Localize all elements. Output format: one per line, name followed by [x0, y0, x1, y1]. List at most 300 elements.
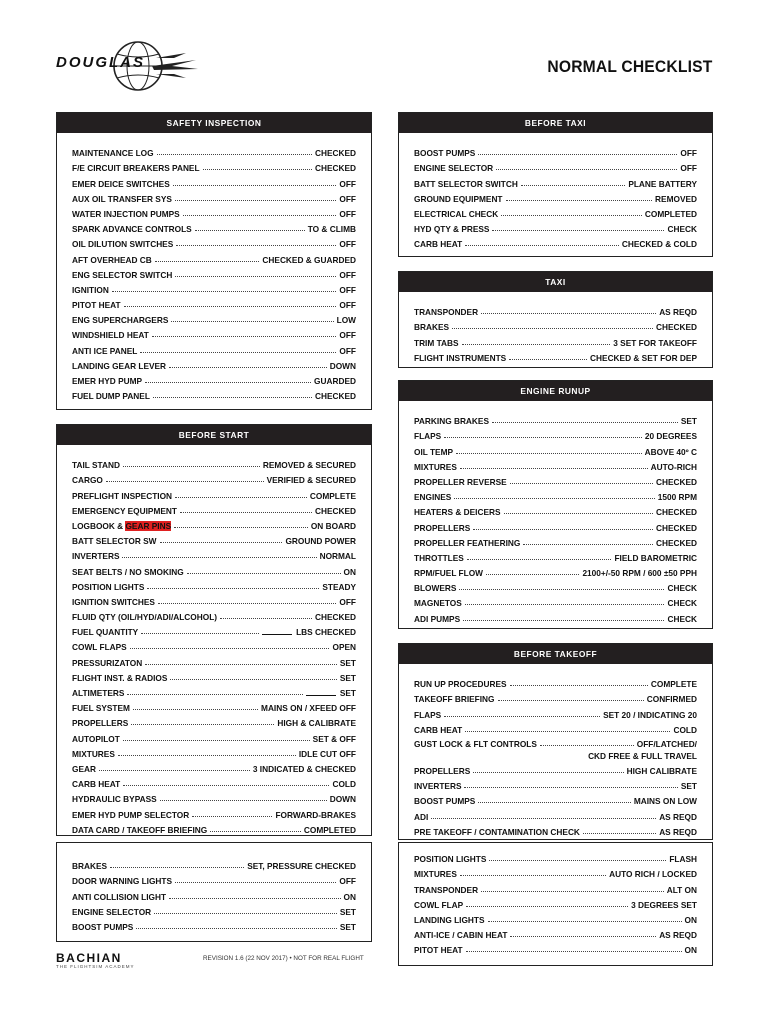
leader-dots — [510, 936, 656, 937]
leader-dots — [169, 898, 341, 899]
item-value: CONFIRMED — [646, 694, 697, 705]
checklist-row — [72, 386, 356, 401]
item-value: OFF — [339, 239, 356, 250]
checklist-row — [72, 295, 356, 310]
leader-dots — [460, 875, 606, 876]
leader-dots — [481, 313, 656, 314]
item-value: OFF — [339, 208, 356, 219]
item-value: 3 SET FOR TAKEOFF — [613, 337, 697, 348]
item-value: SET — [339, 672, 356, 683]
item-value: HIGH & CALIBRATE — [277, 718, 356, 729]
item-value: CHECKED & SET FOR DEP — [590, 352, 697, 363]
checklist-row — [414, 302, 697, 317]
item-label: BOOST PUMPS — [72, 921, 134, 932]
item-value: AS REQD — [659, 826, 697, 837]
item-value: OFF — [339, 193, 356, 204]
item-value: COMPLETED — [303, 824, 356, 835]
checklist-row — [72, 561, 356, 576]
item-value: FLASH — [669, 854, 697, 865]
item-value: LBS CHECKED — [262, 627, 356, 637]
item-label: AUX OIL TRANSFER SYS — [72, 193, 172, 204]
item-value: MAINS ON LOW — [633, 796, 697, 807]
item-value: STEADY — [322, 581, 356, 592]
leader-dots — [171, 321, 333, 322]
item-label: PRESSURIZATON — [72, 657, 143, 668]
gear-pins-highlight: GEAR PINS — [125, 520, 172, 531]
checklist-row — [72, 325, 356, 340]
leader-dots — [180, 512, 312, 513]
leader-dots — [99, 770, 250, 771]
leader-dots — [155, 261, 260, 262]
item-label: MIXTURES — [72, 748, 115, 759]
leader-dots — [131, 724, 274, 725]
item-value: CHECKED & GUARDED — [262, 254, 356, 265]
checklist-row — [414, 864, 697, 879]
item-label: PROPELLERS — [72, 718, 129, 729]
item-value: OFF — [680, 163, 697, 174]
checklist-row — [414, 720, 697, 735]
leader-dots — [510, 685, 648, 686]
item-value: 1500 RPM — [657, 492, 697, 503]
douglas-logo — [56, 36, 202, 98]
leader-dots — [123, 466, 260, 467]
item-label: BOOST PUMPS — [414, 796, 476, 807]
checklist-row — [72, 871, 356, 886]
item-value: SET — [680, 416, 697, 427]
checklist-row — [72, 713, 356, 728]
checklist-row — [72, 143, 356, 158]
item-label: FUEL QUANTITY — [72, 627, 139, 638]
item-label: PROPELLERS — [414, 765, 471, 776]
leader-dots — [118, 755, 296, 756]
checklist-row — [414, 879, 697, 894]
leader-dots — [158, 603, 336, 604]
item-value: CHECKED & COLD — [621, 239, 697, 250]
checklist-row — [72, 158, 356, 173]
checklist-row — [414, 143, 697, 158]
item-value: CHECKED — [655, 507, 697, 518]
item-value: 3 DEGREES SET — [631, 899, 697, 910]
item-value: VERIFIED & SECURED — [266, 475, 356, 486]
checklist-row — [72, 652, 356, 667]
item-value: OFF — [339, 330, 356, 341]
leader-dots — [174, 527, 308, 528]
checklist-row — [72, 204, 356, 219]
item-value: COMPLETE — [309, 490, 356, 501]
item-value: OFF — [339, 596, 356, 607]
leader-dots — [510, 483, 653, 484]
item-label: GROUND EQUIPMENT — [414, 193, 503, 204]
checklist-row — [72, 637, 356, 652]
checklist-row — [72, 668, 356, 683]
leader-dots — [492, 422, 678, 423]
item-label: BLOWERS — [414, 583, 457, 594]
item-label: COWL FLAPS — [72, 642, 127, 653]
item-label: ADI PUMPS — [414, 613, 461, 624]
leader-dots — [183, 215, 337, 216]
panel-before-takeoff-continued — [398, 842, 713, 966]
item-label: MAGNETOS — [414, 598, 462, 609]
leader-dots — [444, 716, 600, 717]
item-label: FLUID QTY (OIL/HYD/ADI/ALCOHOL) — [72, 612, 218, 623]
item-label: FLAPS — [414, 709, 442, 720]
leader-dots — [176, 245, 336, 246]
item-value: SET, PRESSURE CHECKED — [247, 861, 356, 872]
item-label: AFT OVERHEAD CB — [72, 254, 152, 265]
checklist-row — [414, 735, 697, 761]
item-label: TAIL STAND — [72, 460, 120, 471]
leader-dots — [152, 336, 337, 337]
leader-dots — [498, 700, 644, 701]
item-label: ENGINE SELECTOR — [72, 906, 152, 917]
item-value: SET — [680, 781, 697, 792]
item-label: F/E CIRCUIT BREAKERS PANEL — [72, 163, 200, 174]
checklist-row — [72, 173, 356, 188]
leader-dots — [124, 306, 337, 307]
footer-revision: REVISION 1.6 (22 NOV 2017) • NOT FOR REAL FLIGHT — [203, 955, 364, 962]
leader-dots — [459, 589, 664, 590]
checklist-row — [414, 910, 697, 925]
item-label: IGNITION — [72, 284, 109, 295]
checklist-row — [72, 470, 356, 485]
leader-dots — [210, 831, 301, 832]
item-label: ENG SUPERCHARGERS — [72, 315, 169, 326]
checklist-row — [414, 487, 697, 502]
checklist-row — [414, 563, 697, 578]
item-label: PRE TAKEOFF / CONTAMINATION CHECK — [414, 826, 580, 837]
leader-dots — [473, 529, 653, 530]
leader-dots — [187, 573, 341, 574]
item-value: OFF — [339, 178, 356, 189]
checklist-row — [72, 744, 356, 759]
checklist-row — [72, 234, 356, 249]
item-value: REMOVED — [655, 193, 697, 204]
checklist-row — [72, 804, 356, 819]
leader-dots — [175, 200, 337, 201]
item-label: CARB HEAT — [414, 239, 463, 250]
leader-dots — [160, 800, 327, 801]
item-label: LOGBOOK & GEAR PINS — [72, 520, 172, 531]
leader-dots — [444, 437, 642, 438]
checklist-row — [72, 789, 356, 804]
item-value: DOWN — [329, 794, 356, 805]
leader-dots — [496, 169, 677, 170]
item-label: MAINTENANCE LOG — [72, 148, 154, 159]
checklist-row — [72, 501, 356, 516]
item-label: EMER HYD PUMP SELECTOR — [72, 809, 190, 820]
item-label: MIXTURES — [414, 461, 457, 472]
item-label: BRAKES — [414, 322, 450, 333]
panel-safety-inspection — [56, 112, 372, 410]
item-label: DATA CARD / TAKEOFF BRIEFING — [72, 824, 208, 835]
leader-dots — [521, 185, 625, 186]
item-label: PREFLIGHT INSPECTION — [72, 490, 173, 501]
item-value: CHECKED — [314, 148, 356, 159]
checklist-row — [72, 698, 356, 713]
item-value: CHECKED — [655, 476, 697, 487]
checklist-row — [72, 622, 356, 637]
leader-dots — [540, 745, 634, 746]
item-label: WINDSHIELD HEAT — [72, 330, 149, 341]
leader-dots — [169, 367, 327, 368]
checklist-row — [72, 219, 356, 234]
checklist-row — [414, 533, 697, 548]
leader-dots — [460, 468, 648, 469]
leader-dots — [145, 382, 311, 383]
item-value: PLANE BATTERY — [628, 178, 697, 189]
item-label: FLIGHT INST. & RADIOS — [72, 672, 168, 683]
item-value: CHECKED — [655, 537, 697, 548]
item-label: TAKEOFF BRIEFING — [414, 694, 495, 705]
checklist-row — [414, 689, 697, 704]
item-value: DOWN — [329, 360, 356, 371]
panel-before-start — [56, 424, 372, 836]
checklist-row — [72, 759, 356, 774]
item-value: OFF/LATCHED/ — [636, 738, 697, 749]
leader-dots — [465, 604, 665, 605]
item-label: ANTI COLLISION LIGHT — [72, 891, 167, 902]
leader-dots — [203, 169, 312, 170]
leader-dots — [147, 588, 319, 589]
item-value: ON — [684, 945, 697, 956]
item-label: LANDING GEAR LEVER — [72, 360, 167, 371]
leader-dots — [160, 542, 283, 543]
item-label: FUEL DUMP PANEL — [72, 391, 150, 402]
item-label: BOOST PUMPS — [414, 148, 476, 159]
item-label: BRAKES — [72, 861, 108, 872]
checklist-row — [414, 173, 697, 188]
item-label: ENGINES — [414, 492, 452, 503]
item-label: CARB HEAT — [72, 779, 121, 790]
panel-header-taxi: TAXI — [399, 272, 712, 292]
leader-dots — [106, 481, 264, 482]
checklist-row — [414, 204, 697, 219]
item-value: IDLE CUT OFF — [298, 748, 356, 759]
leader-dots — [220, 618, 312, 619]
checklist-row — [72, 189, 356, 204]
item-label: FUEL SYSTEM — [72, 703, 130, 714]
checklist-row — [72, 485, 356, 500]
item-label: PROPELLER REVERSE — [414, 476, 507, 487]
item-value: SET — [339, 657, 356, 668]
item-value: SET & OFF — [312, 733, 356, 744]
item-value: ON — [343, 891, 356, 902]
item-label: RUN UP PROCEDURES — [414, 679, 507, 690]
item-label: TRIM TABS — [414, 337, 459, 348]
leader-dots — [431, 818, 656, 819]
leader-dots — [478, 154, 677, 155]
leader-dots — [153, 397, 312, 398]
item-label: EMER HYD PUMP — [72, 376, 143, 386]
leader-dots — [122, 557, 316, 558]
leader-dots — [452, 328, 653, 329]
item-value: SET — [339, 906, 356, 917]
item-value: ON — [343, 566, 356, 577]
item-value: CHECKED — [314, 163, 356, 174]
item-label: RPM/FUEL FLOW — [414, 568, 483, 579]
panel-engine-runup — [398, 380, 713, 629]
item-label: ELECTRICAL CHECK — [414, 208, 499, 219]
checklist-row — [72, 356, 356, 371]
leader-dots — [112, 291, 337, 292]
item-label: GUST LOCK & FLT CONTROLS — [414, 738, 537, 749]
panel-header-before-taxi: BEFORE TAXI — [399, 113, 712, 133]
item-label: HYD QTY & PRESS — [414, 224, 490, 235]
item-value: ON BOARD — [310, 520, 356, 531]
item-value: CHECKED — [655, 322, 697, 333]
item-value: ALT ON — [666, 884, 697, 895]
leader-dots — [192, 816, 272, 817]
checklist-row — [72, 577, 356, 592]
checklist-row — [414, 849, 697, 864]
leader-dots — [466, 951, 682, 952]
panel-before-taxi — [398, 112, 713, 257]
item-value: COLD — [673, 724, 697, 735]
item-value: OFF — [339, 300, 356, 311]
item-value: ABOVE 40º C — [644, 446, 697, 457]
item-value: 20 DEGREES — [644, 431, 697, 442]
item-label: LANDING LIGHTS — [414, 914, 485, 925]
checklist-row — [72, 856, 356, 871]
leader-dots — [175, 276, 336, 277]
leader-dots — [467, 559, 612, 560]
checklist-row — [414, 761, 697, 776]
item-label: ANTI ICE PANEL — [72, 345, 138, 356]
checklist-row — [414, 776, 697, 791]
item-label: SPARK ADVANCE CONTROLS — [72, 224, 192, 235]
checklist-row — [72, 371, 356, 386]
leader-dots — [464, 787, 677, 788]
panel-header-before-takeoff: BEFORE TAKEOFF — [399, 644, 712, 664]
checklist-row — [414, 593, 697, 608]
leader-dots — [157, 154, 312, 155]
checklist-row — [72, 820, 356, 835]
logo-text: DOUGLAS — [56, 54, 145, 71]
item-label: AUTOPILOT — [72, 733, 120, 744]
item-label: SEAT BELTS / NO SMOKING — [72, 566, 184, 577]
item-value: LOW — [336, 315, 356, 326]
checklist-row — [414, 317, 697, 332]
item-label: INVERTERS — [414, 781, 462, 792]
leader-dots — [486, 574, 579, 575]
panel-before-start-continued — [56, 842, 372, 942]
checklist-row — [414, 411, 697, 426]
checklist-row — [414, 441, 697, 456]
item-label: BATT SELECTOR SW — [72, 536, 157, 547]
item-value: FORWARD-BRAKES — [275, 809, 356, 820]
leader-dots — [463, 620, 664, 621]
item-value: GUARDED — [314, 376, 356, 386]
item-value: OFF — [339, 876, 356, 887]
checklist-row — [72, 902, 356, 917]
item-label: DOOR WARNING LIGHTS — [72, 876, 173, 887]
checklist-row — [414, 502, 697, 517]
item-label: ENGINE SELECTOR — [414, 163, 494, 174]
item-value: CHECKED — [314, 612, 356, 623]
checklist-row — [72, 310, 356, 325]
item-label: POSITION LIGHTS — [414, 854, 487, 865]
footer-brand-sub: THE FLIGHTSIM ACADEMY — [56, 964, 135, 969]
item-label: PROPELLER FEATHERING — [414, 537, 521, 548]
item-value: 3 INDICATED & CHECKED — [252, 763, 356, 774]
checklist-row — [414, 925, 697, 940]
panel-header-engine-runup: ENGINE RUNUP — [399, 381, 712, 401]
leader-dots — [140, 352, 336, 353]
item-value: HIGH CALIBRATE — [626, 765, 697, 776]
footer-brand: BACHIAN — [56, 951, 122, 965]
item-value: AUTO RICH / LOCKED — [609, 869, 697, 880]
item-value: ON — [684, 914, 697, 925]
checklist-row — [414, 189, 697, 204]
panel-taxi — [398, 271, 713, 368]
item-value-continued: CKD FREE & FULL TRAVEL — [588, 750, 697, 761]
item-value: AS REQD — [659, 930, 697, 941]
leader-dots — [175, 497, 307, 498]
item-value: CHECK — [667, 613, 697, 624]
checklist-row — [414, 332, 697, 347]
checklist-row — [414, 940, 697, 955]
checklist-row — [72, 592, 356, 607]
checklist-row — [414, 608, 697, 623]
checklist-row — [414, 348, 697, 363]
item-label: IGNITION SWITCHES — [72, 596, 155, 607]
checklist-row — [414, 426, 697, 441]
leader-dots — [465, 245, 619, 246]
panel-header-before-start: BEFORE START — [57, 425, 371, 445]
item-value: SET — [339, 921, 356, 932]
leader-dots — [173, 185, 337, 186]
item-label: TRANSPONDER — [414, 307, 479, 318]
item-label: PITOT HEAT — [72, 300, 121, 311]
leader-dots — [488, 921, 682, 922]
leader-dots — [195, 230, 305, 231]
leader-dots — [456, 453, 642, 454]
item-label: OIL DILUTION SWITCHES — [72, 239, 174, 250]
leader-dots — [465, 731, 670, 732]
checklist-row — [414, 234, 697, 249]
checklist-row — [72, 728, 356, 743]
checklist-row — [414, 548, 697, 563]
checklist-row — [414, 791, 697, 806]
item-label: INVERTERS — [72, 551, 120, 562]
checklist-row — [72, 249, 356, 264]
checklist-row — [72, 265, 356, 280]
item-label: ANTI-ICE / CABIN HEAT — [414, 930, 508, 941]
leader-dots — [141, 633, 259, 634]
checklist-row — [414, 822, 697, 837]
item-label: CARGO — [72, 475, 103, 486]
item-label: PROPELLERS — [414, 522, 471, 533]
item-label: EMERGENCY EQUIPMENT — [72, 505, 177, 516]
item-value: CHECK — [667, 583, 697, 594]
checklist-row — [414, 219, 697, 234]
item-label: TRANSPONDER — [414, 884, 479, 895]
leader-dots — [466, 906, 628, 907]
item-value: COLD — [332, 779, 356, 790]
item-value: CHECKED — [655, 522, 697, 533]
item-value: SET — [306, 688, 356, 698]
item-value: 2100+/-50 RPM / 600 ±50 PPH — [582, 568, 697, 579]
item-value: CHECK — [667, 224, 697, 235]
item-label: POSITION LIGHTS — [72, 581, 145, 592]
checklist-row — [414, 457, 697, 472]
leader-dots — [136, 928, 337, 929]
item-label: ADI — [414, 811, 429, 822]
item-value: CHECK — [667, 598, 697, 609]
checklist-row — [414, 578, 697, 593]
checklist-row — [72, 531, 356, 546]
item-value: COMPLETED — [644, 208, 697, 219]
